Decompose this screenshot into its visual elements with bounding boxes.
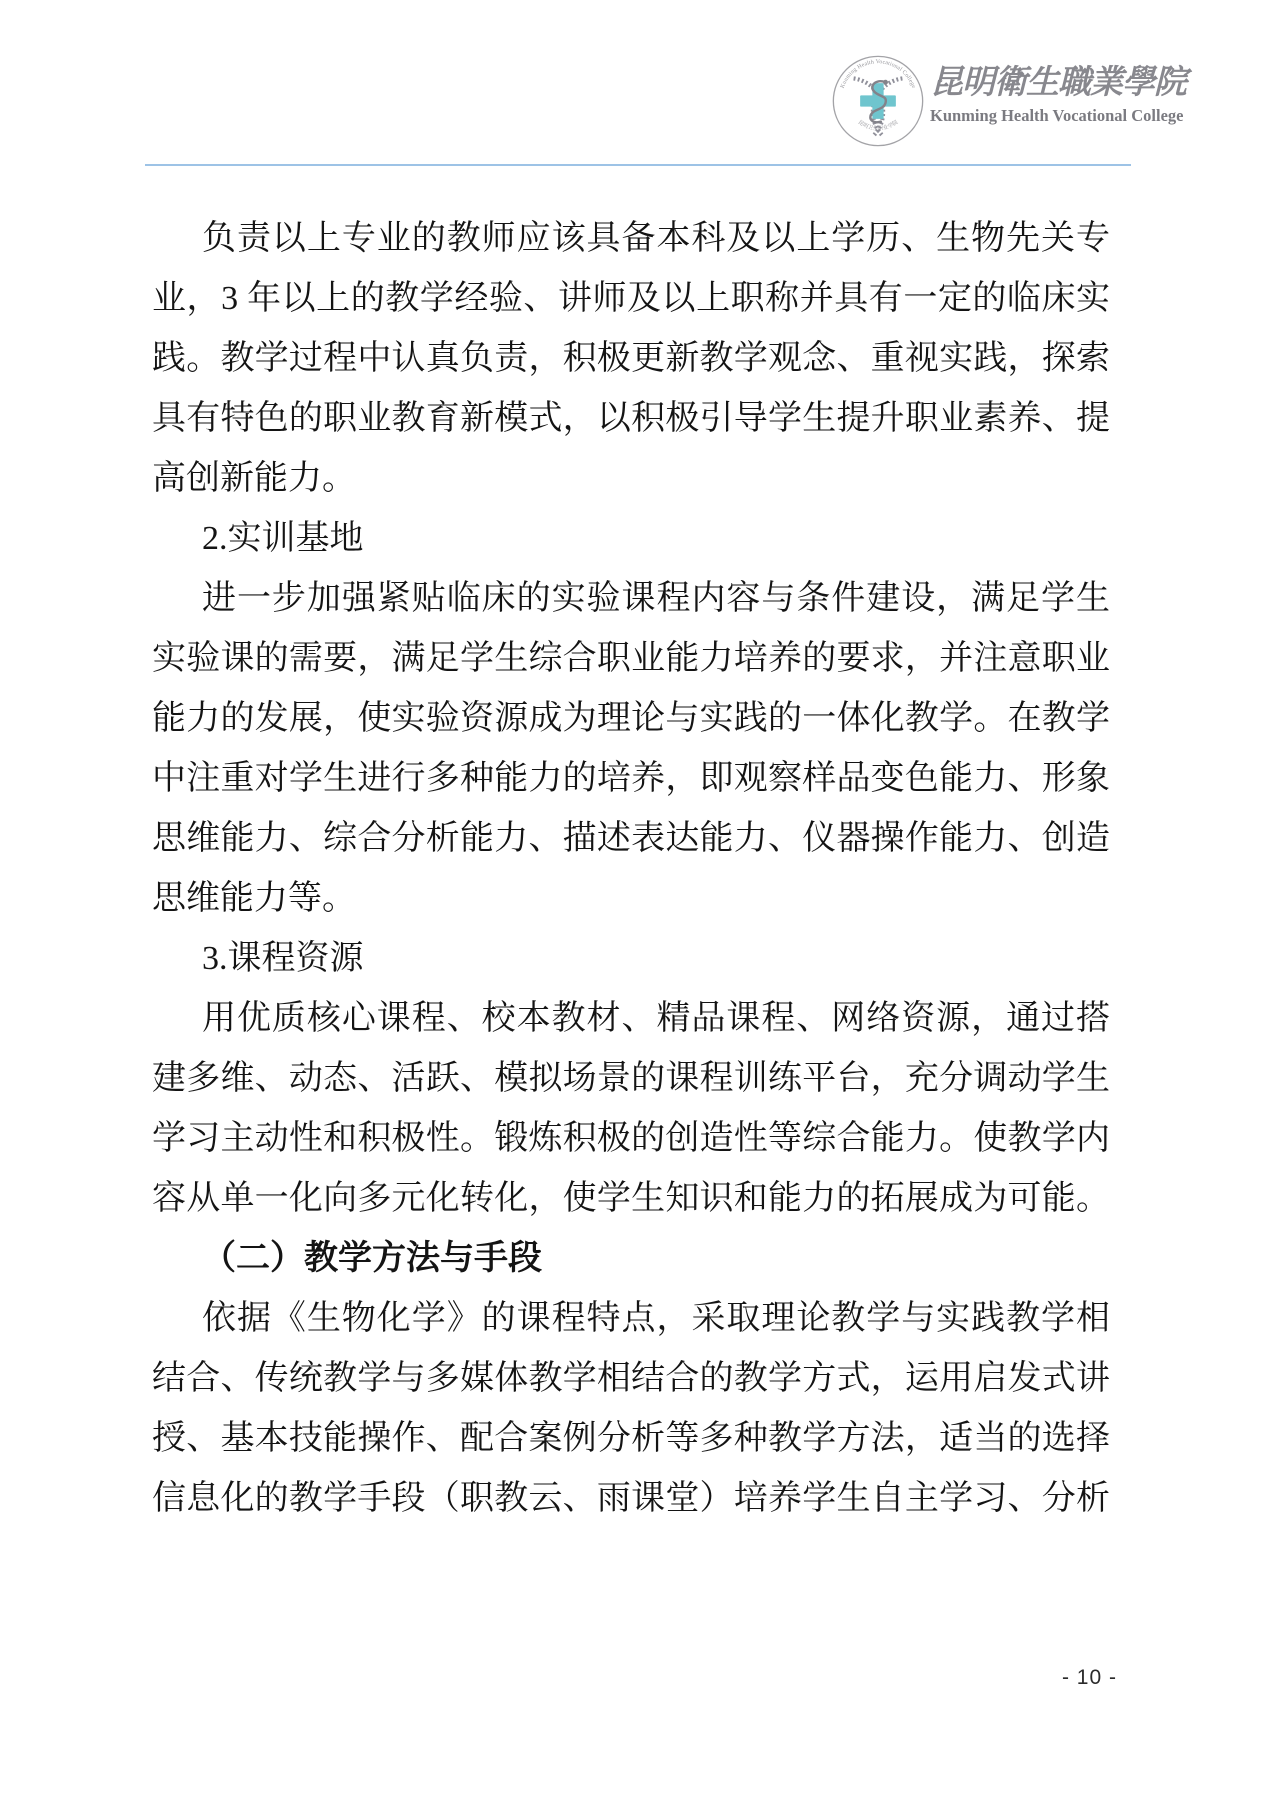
- text-line: 结合、传统教学与多媒体教学相结合的教学方式，运用启发式讲: [152, 1360, 1110, 1397]
- text-line: 学习主动性和积极性。锻炼积极的创造性等综合能力。使教学内: [152, 1120, 1110, 1157]
- text-line: 业，3 年以上的教学经验、讲师及以上职称并具有一定的临床实: [152, 280, 1110, 317]
- seal-ring-text: Kunming Health Vocational College: [839, 59, 917, 90]
- text-line: 容从单一化向多元化转化，使学生知识和能力的拓展成为可能。: [152, 1180, 1110, 1217]
- text-line: 用优质核心课程、校本教材、精品课程、网络资源，通过搭: [202, 1000, 1110, 1037]
- document-body: [152, 209, 1110, 1529]
- text-line: 实验课的需要，满足学生综合职业能力培养的要求，并注意职业: [152, 640, 1110, 677]
- text-line: 进一步加强紧贴临床的实验课程内容与条件建设，满足学生: [202, 580, 1110, 617]
- text-line: 具有特色的职业教育新模式，以积极引导学生提升职业素养、提: [152, 400, 1110, 437]
- text-line: 依据《生物化学》的课程特点，采取理论教学与实践教学相: [202, 1300, 1110, 1337]
- college-seal-logo: [831, 54, 925, 148]
- text-line: 思维能力等。: [152, 880, 356, 917]
- text-line: 思维能力、综合分析能力、描述表达能力、仪器操作能力、创造: [152, 820, 1110, 857]
- section-heading-training-base: 2.实训基地: [202, 520, 364, 557]
- text-line: 践。教学过程中认真负责，积极更新教学观念、重视实践，探索: [152, 340, 1110, 377]
- subsection-heading-teaching-methods: （二）教学方法与手段: [202, 1240, 542, 1277]
- text-line: 中注重对学生进行多种能力的培养，即观察样品变色能力、形象: [152, 760, 1110, 797]
- text-line: 信息化的教学手段（职教云、雨课堂）培养学生自主学习、分析: [152, 1480, 1110, 1517]
- text-line: 能力的发展，使实验资源成为理论与实践的一体化教学。在教学: [152, 700, 1110, 737]
- college-name-calligraphy: 昆明衛生職業學院: [930, 65, 1186, 101]
- text-line: 建多维、动态、活跃、模拟场景的课程训练平台，充分调动学生: [152, 1060, 1110, 1097]
- text-line: 高创新能力。: [152, 460, 356, 497]
- page-number: - 10 -: [1061, 1666, 1117, 1689]
- college-name-english: Kunming Health Vocational College: [930, 106, 1184, 125]
- text-line: 授、基本技能操作、配合案例分析等多种教学方法，适当的选择: [152, 1420, 1110, 1457]
- header-divider: [145, 164, 1131, 166]
- section-heading-course-resources: 3.课程资源: [202, 940, 364, 977]
- text-line: 负责以上专业的教师应该具备本科及以上学历、生物先关专: [202, 220, 1110, 257]
- seal-bottom-text: 昆明卫生职业学院: [856, 119, 900, 133]
